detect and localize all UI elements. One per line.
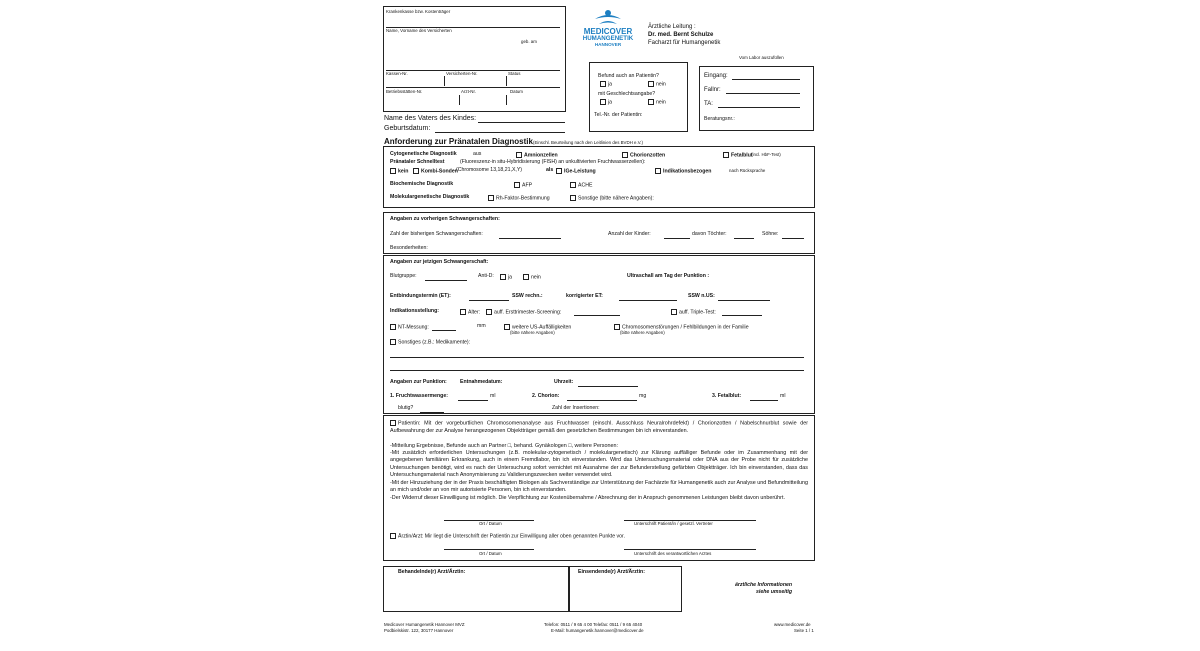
fetalblut-label: Fetalblut	[731, 152, 753, 159]
einsendende-label: Einsendende(r) Arzt/Ärztin:	[578, 569, 645, 575]
zahl-label: Zahl der bisherigen Schwangerschaften:	[390, 231, 483, 237]
lab-caption: Vom Labor auszufüllen	[739, 55, 784, 60]
soehne-label: Söhne:	[762, 231, 779, 237]
checkbox-icon	[622, 152, 628, 158]
afp-label: AFP	[522, 182, 533, 189]
toechter-label: davon Töchter:	[692, 231, 727, 237]
sonstige-option[interactable]	[570, 195, 654, 202]
lab-box	[699, 66, 814, 131]
weitere-us-note: (bitte nähere Angaben)	[510, 330, 555, 335]
biochem-label: Biochemische Diagnostik	[390, 181, 454, 187]
jetzige-title: Angaben zur jetzigen Schwangerschaft:	[390, 259, 489, 265]
fetalblut-unit: ml	[780, 393, 786, 399]
label-versicherten-nr: Versicherten-Nr.	[446, 71, 478, 76]
korr-et-label: korrigierter ET:	[566, 293, 603, 299]
checkbox-icon	[486, 309, 492, 315]
chorion-label: Chorionzotten	[630, 152, 666, 159]
logo-line-3: HANNOVER	[594, 42, 622, 47]
checkbox-icon	[460, 309, 466, 315]
checkbox-icon	[390, 420, 396, 426]
consent-patientin[interactable]	[390, 420, 808, 435]
behandelnde-label: Behandelnde(r) Arzt/Ärztin:	[398, 569, 466, 575]
checkbox-icon	[570, 195, 576, 201]
checkbox-icon	[648, 99, 654, 105]
schnelltest-description: (Fluoreszenz-in situ-Hybridisierung (FISH) an unkultivierten Fruchtwasserzellen):	[460, 159, 646, 165]
ersttrim-label: auff. Ersttrimester-Screening:	[494, 309, 562, 316]
nt-label: NT-Messung:	[398, 324, 429, 331]
geschlecht-nein-label: nein	[656, 99, 666, 106]
checkbox-icon	[648, 81, 654, 87]
checkbox-icon	[514, 182, 520, 188]
consent-zusaetzlich: -Mit zusätzlich erforderlichen Untersuchungen (z.B. molekular-zytogenetisch / molekulargenetisch) zur Klärung auffälliger Befunde oder im Zusammenhang mit der angegebenen familiären Erkrankung, auch in einem Fremdlabor, bin ich einverstanden. Wird das Untersuchungsmaterial oder DNA aus der Probe nicht für zusätzliche Untersuchungen benötigt, wird es nach der Untersuchung sofort vernichtet mit Ausnahme der zur Befunderstellung gefärbten Objektträger. Ich bin einverstanden, dass das Untersuchungsmaterial nach Anonymisierung zu Validierungszwecken weiter verwendet wird.	[390, 450, 808, 478]
section-diagnostik	[383, 146, 815, 208]
fw-label: 1. Fruchtwassermenge:	[390, 393, 448, 399]
punktion-label: Angaben zur Punktion:	[390, 379, 447, 385]
molekular-label: Molekulargenetische Diagnostik	[390, 194, 470, 200]
ort-datum-label: Ort / Datum	[479, 521, 502, 526]
label-arzt-nr: Arzt-Nr.	[461, 89, 476, 94]
als-label: als	[546, 167, 554, 173]
consent-arzt-text: Ärztin/Arzt: Mir liegt die Unterschrift der Patientin zur Einwilligung aller oben genannten Punkte vor.	[398, 533, 625, 540]
antid-ja-label: ja	[508, 274, 513, 281]
antid-nein-option[interactable]	[523, 274, 541, 281]
footer-address-2: Podbielskistr. 122, 30177 Hannover	[384, 628, 454, 633]
chromosomen-note: (bitte nähere Angaben)	[620, 330, 665, 335]
form-page	[380, 4, 820, 644]
footer-email: E-Mail: humangenetik.hannover@medicover.de	[551, 628, 644, 633]
lab-fallnr-label: Fallnr:	[704, 87, 721, 93]
einsendende-box	[569, 566, 682, 612]
zyto-aus: aus	[473, 151, 482, 157]
section-jetzige	[383, 255, 815, 414]
section-vorherige	[383, 212, 815, 254]
checkbox-icon	[671, 309, 677, 315]
medicover-logo-icon	[593, 9, 623, 27]
befund-box	[589, 62, 688, 132]
fetalblut-note: (incl. HbF-Test)	[751, 152, 781, 157]
checkbox-icon	[723, 152, 729, 158]
checkbox-icon	[570, 182, 576, 188]
insurance-box	[383, 6, 566, 112]
checkbox-icon	[655, 168, 661, 174]
geschlecht-ja-option[interactable]	[600, 99, 612, 106]
leitung-name: Dr. med. Bernt Schulze	[648, 32, 714, 38]
consent-biologen: -Mit der Hinzuziehung der in der Praxis beschäftigten Biologen als Sachverständige zur Unterstützung der Fachärzte für Humangenetik auch zur Analyse und Befundmitteilung an mich und/oder an von mir autorisierte Personen, bin ich einverstanden.	[390, 480, 808, 494]
rh-label: Rh-Faktor-Bestimmung	[496, 195, 550, 202]
ache-label: ACHE	[578, 182, 593, 189]
indikationsstellung-label: Indikationsstellung:	[390, 308, 439, 314]
checkbox-icon	[488, 195, 494, 201]
weitere-us-label: weitere US-Auffälligkeiten	[512, 324, 572, 331]
blutig-label: blutig?	[398, 405, 414, 411]
leitung-label: Ärztliche Leitung :	[648, 24, 696, 30]
nt-unit: mm	[477, 323, 486, 329]
befund-ja-label: ja	[608, 81, 613, 88]
checkbox-icon	[600, 81, 606, 87]
label-datum: Datum	[510, 89, 523, 94]
label-status: Status	[508, 71, 521, 76]
antid-ja-option[interactable]	[500, 274, 512, 281]
label-geb: geb. am	[521, 39, 537, 44]
footer-website[interactable]: www.medicover.de	[774, 622, 811, 627]
checkbox-icon	[600, 99, 606, 105]
lab-ta-label: TA:	[704, 101, 713, 107]
befund-nein-label: nein	[656, 81, 666, 88]
lab-eingang-label: Eingang:	[704, 73, 728, 79]
checkbox-icon	[390, 168, 396, 174]
uhrzeit-label: Uhrzeit:	[554, 379, 574, 385]
fetalblut-option[interactable]	[723, 152, 753, 159]
schnelltest-label: Pränataler Schnelltest	[390, 159, 445, 165]
anforderung-subtitle: (Einschl. Beurteilung nach den Leitlinien des BVDH e.V.)	[533, 140, 643, 145]
indikation-label: Indikationsbezogen	[663, 168, 712, 175]
label-father-birth: Geburtsdatum:	[384, 125, 431, 132]
checkbox-icon	[516, 152, 522, 158]
besonderheiten-label: Besonderheiten:	[390, 245, 428, 251]
consent-widerruf: -Der Widerruf dieser Einwilligung ist möglich. Die Verpflichtung zur Kostenübernahme / Abrechnung der in Anspruch genommenen Leistungen bleibt davon unberührt.	[390, 495, 785, 501]
vorherige-title: Angaben zu vorherigen Schwangerschaften:	[390, 216, 500, 222]
consent-p1-text: Patientin: Mit der vorgeburtlichen Chromosomenanalyse aus Fruchtwasser (einschl. Ausschluss Neuralrohrdefekt) / Chorionzotten / Nabelschnurblut sowie der Aufbewahrung der zur Analyse herangezogenen Objektträger gemäß den gesetzlichen Bestimmungen bin ich einverstanden.	[390, 420, 808, 434]
checkbox-icon	[390, 339, 396, 345]
chorion-amount-label: 2. Chorion:	[532, 393, 560, 399]
checkbox-icon	[556, 168, 562, 174]
indikation-note: nach Rücksprache	[729, 168, 766, 173]
triple-option[interactable]	[671, 309, 716, 316]
ultraschall-label: Ultraschall am Tag der Punktion :	[627, 273, 710, 279]
nt-option[interactable]	[390, 324, 429, 331]
kinder-label: Anzahl der Kinder:	[608, 231, 651, 237]
checkbox-icon	[523, 274, 529, 280]
unterschrift-arzt-label: Unterschrift des verantwortlichen Arztes	[634, 551, 712, 556]
befund-ja-option[interactable]	[600, 81, 612, 88]
checkbox-icon	[390, 533, 396, 539]
kein-option[interactable]	[390, 168, 408, 175]
geschlecht-ja-label: ja	[608, 99, 613, 106]
ssw-us-label: SSW n.US:	[688, 293, 715, 299]
leitung-title: Facharzt für Humangenetik	[648, 40, 721, 46]
kombi-option[interactable]	[413, 168, 458, 175]
info-line-2: siehe umseitig	[756, 589, 793, 595]
label-father-name: Name des Vaters des Kindes:	[384, 115, 477, 122]
label-krankenkasse: Krankenkasse bzw. Kostenträger	[386, 9, 451, 14]
blutgruppe-label: Blutgruppe:	[390, 273, 417, 279]
indikation-option[interactable]	[655, 168, 711, 175]
amnion-label: Amnionzellen	[524, 152, 558, 159]
alter-option[interactable]	[460, 309, 480, 316]
entnahme-label: Entnahmedatum:	[460, 379, 503, 385]
chorion-unit: mg	[639, 393, 647, 399]
rh-option[interactable]	[488, 195, 550, 202]
consent-mitteilung: -Mitteilung Ergebnisse, Befunde auch an Partner □, behand. Gynäkologen □, weitere Personen:	[390, 443, 618, 449]
insertionen-label: Zahl der Insertionen:	[552, 405, 600, 411]
kombi-label: Kombi-Sonden	[421, 168, 458, 175]
label-betriebsstaetten-nr: Betriebsstätten-Nr.	[386, 89, 423, 94]
amnion-option[interactable]	[516, 152, 558, 159]
kein-label: kein	[398, 168, 409, 175]
kombi-description: (Chromosome 13,18,21,X,Y)	[456, 167, 523, 173]
anforderung-title: Anforderung zur Pränatalen Diagnostik	[384, 137, 533, 146]
alter-label: Alter:	[468, 309, 481, 316]
geschlecht-nein-option[interactable]	[648, 99, 666, 106]
sonstiges-option[interactable]	[390, 339, 470, 346]
label-name: Name, Vorname des Versicherten	[386, 28, 452, 33]
checkbox-icon	[390, 324, 396, 330]
ssw-rechn-label: SSW rechn.:	[512, 293, 543, 299]
igel-label: IGe-Leistung	[564, 168, 596, 175]
antid-nein-label: nein	[531, 274, 541, 281]
befund-nein-option[interactable]	[648, 81, 666, 88]
logo-line-2: HUMANGENETIK	[582, 35, 634, 42]
befund-tel-label: Tel.-Nr. der Patientin:	[594, 112, 643, 118]
chorion-option[interactable]	[622, 152, 665, 159]
igel-option[interactable]	[556, 168, 596, 175]
consent-arzt[interactable]	[390, 533, 625, 540]
footer-address-1: Medicover Humangenetik Hannover MVZ	[384, 622, 465, 627]
info-line-1: ärztliche Informationen	[735, 582, 793, 588]
et-label: Entbindungstermin (ET):	[390, 293, 451, 299]
triple-label: auff. Triple-Test:	[679, 309, 716, 316]
label-kassen-nr: Kassen-Nr.	[386, 71, 408, 76]
section-consent	[383, 415, 815, 561]
afp-option[interactable]	[514, 182, 532, 189]
befund-question-2: mit Geschlechtsangabe?	[598, 91, 656, 97]
sonstiges-label: Sonstiges (z.B.: Medikamente):	[398, 339, 471, 346]
fw-unit: ml	[490, 393, 496, 399]
footer-phone: Telefon: 0511 / 9 65 4 00 Telefax: 0511 / 9 65 4040	[544, 622, 643, 627]
footer-page-number: Seite 1 / 1	[794, 628, 814, 633]
ersttrim-option[interactable]	[486, 309, 561, 316]
zyto-label: Cytogenetische Diagnostik	[390, 151, 457, 157]
ort-datum-label-2: Ort / Datum	[479, 551, 502, 556]
sonstige-label: Sonstige (bitte nähere Angaben):	[578, 195, 654, 202]
lab-beratung-label: Beratungsnr.:	[704, 116, 735, 122]
behandelnde-box	[383, 566, 569, 612]
unterschrift-patientin-label: Unterschrift Patient/in / gesetzl. Vertreter	[634, 521, 713, 526]
logo-line-1: MEDICOVER	[583, 27, 633, 36]
fetalblut-amount-label: 3. Fetalblut:	[712, 393, 742, 399]
antid-label: Anti-D:	[478, 273, 494, 279]
chromosomen-label: Chromosomenstörungen / Fehlbildungen in der Familie	[622, 324, 749, 331]
checkbox-icon	[500, 274, 506, 280]
checkbox-icon	[413, 168, 419, 174]
befund-question-1: Befund auch an Patientin?	[598, 73, 659, 79]
ache-option[interactable]	[570, 182, 592, 189]
